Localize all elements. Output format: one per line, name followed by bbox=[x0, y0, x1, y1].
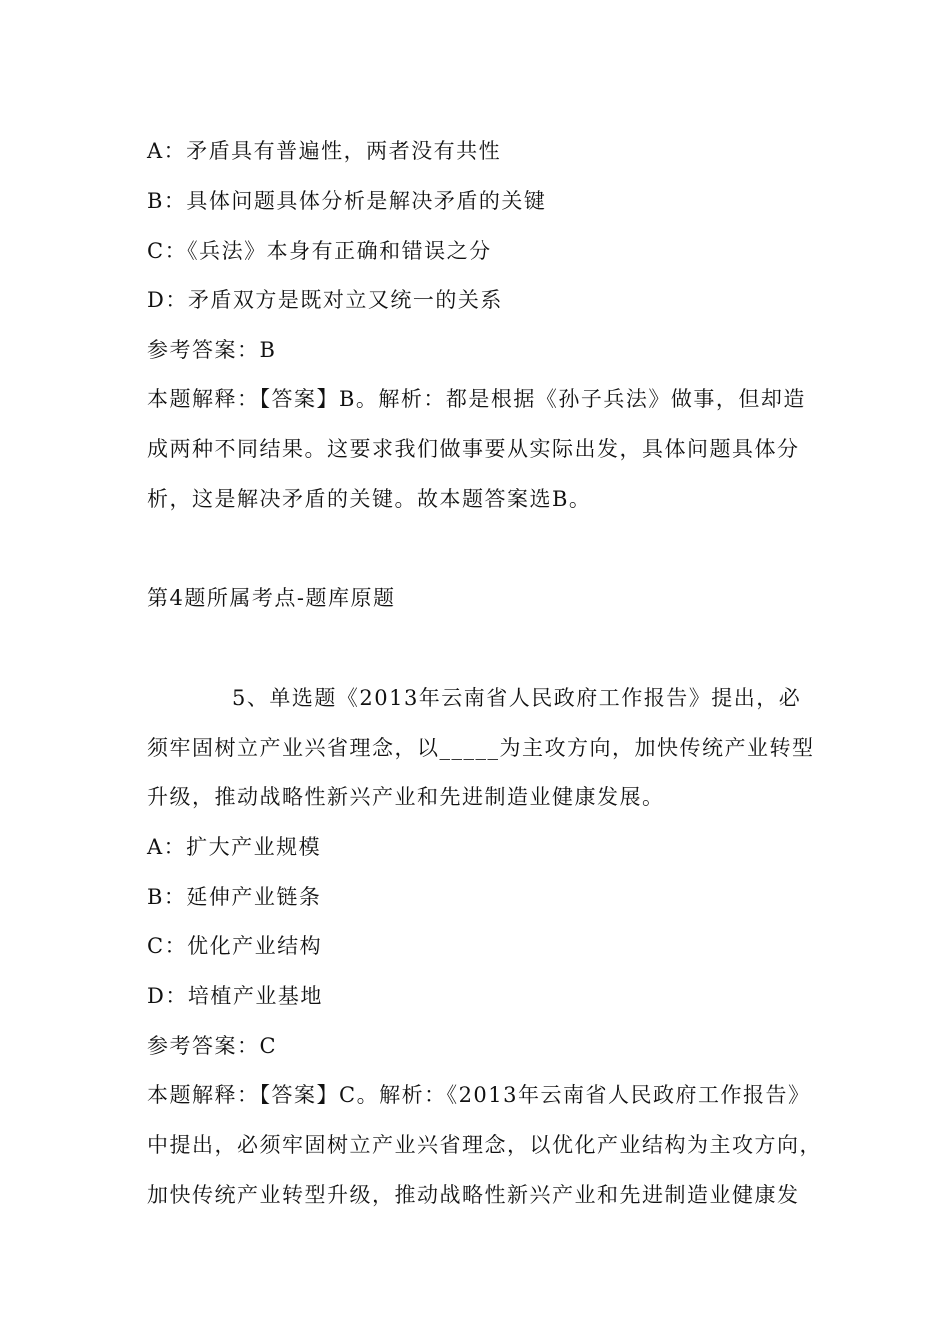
q5-stem-line: 升级，推动战略性新兴产业和先进制造业健康发展。 bbox=[147, 785, 665, 809]
q5-explanation-line: 中提出，必须牢固树立产业兴省理念，以优化产业结构为主攻方向， bbox=[147, 1133, 822, 1157]
q5-stem-line: 5、单选题《2013年云南省人民政府工作报告》提出，必 bbox=[232, 686, 802, 710]
q4-option-a: A：矛盾具有普遍性，两者没有共性 bbox=[147, 139, 502, 163]
q5-option-a: A：扩大产业规模 bbox=[147, 835, 322, 859]
q4-option-d: D：矛盾双方是既对立又统一的关系 bbox=[147, 288, 503, 312]
q5-option-b: B：延伸产业链条 bbox=[147, 885, 322, 909]
q5-answer: 参考答案：C bbox=[147, 1034, 278, 1058]
q5-option-c: C：优化产业结构 bbox=[147, 934, 323, 958]
q4-option-c: C：《兵法》本身有正确和错误之分 bbox=[147, 239, 492, 263]
q4-explanation-line: 析，这是解决矛盾的关键。故本题答案选B。 bbox=[147, 487, 592, 511]
q5-explanation-line: 本题解释：【答案】C。解析：《2013年云南省人民政府工作报告》 bbox=[147, 1083, 811, 1107]
q4-explanation-line: 成两种不同结果。这要求我们做事要从实际出发，具体问题具体分 bbox=[147, 437, 800, 461]
q4-source: 第4题所属考点-题库原题 bbox=[147, 586, 396, 610]
q4-option-b: B：具体问题具体分析是解决矛盾的关键 bbox=[147, 189, 547, 213]
q4-answer: 参考答案：B bbox=[147, 338, 277, 362]
q5-stem-line: 须牢固树立产业兴省理念，以_____为主攻方向，加快传统产业转型 bbox=[147, 736, 815, 760]
q4-explanation-line: 本题解释：【答案】B。解析：都是根据《孙子兵法》做事，但却造 bbox=[147, 387, 806, 411]
q5-option-d: D：培植产业基地 bbox=[147, 984, 323, 1008]
q5-explanation-line: 加快传统产业转型升级，推动战略性新兴产业和先进制造业健康发 bbox=[147, 1183, 800, 1207]
